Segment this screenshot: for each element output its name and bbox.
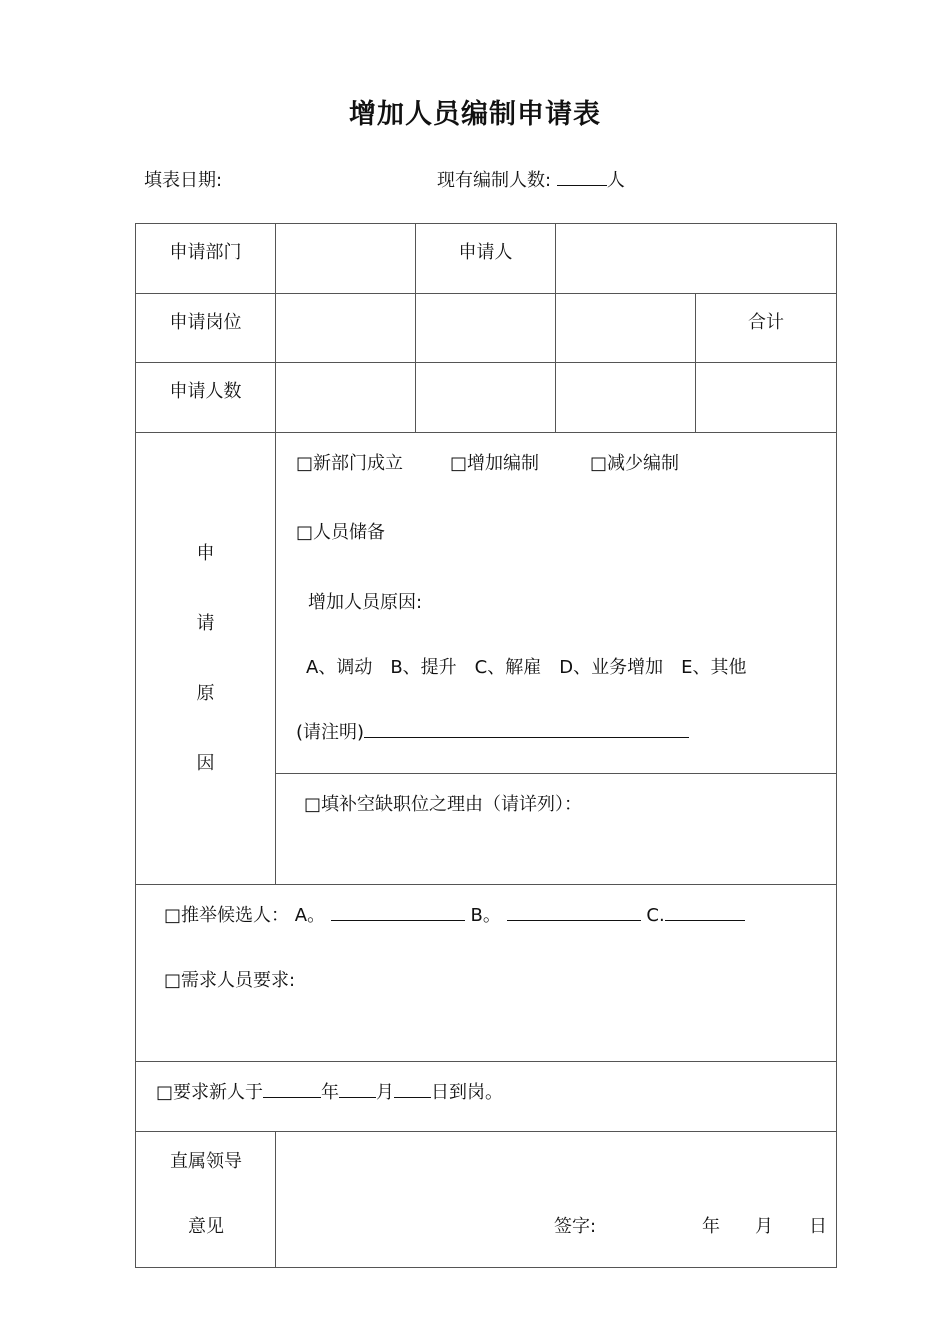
- option-decrease[interactable]: □减少编制: [590, 453, 680, 474]
- headcount-total-cell[interactable]: [696, 363, 837, 433]
- sign-month: 月: [755, 1216, 773, 1237]
- headcount-input-cell-2[interactable]: [416, 363, 556, 433]
- current-staff-label: 现有编制人数:: [437, 170, 552, 191]
- table-row: [136, 885, 837, 1062]
- reason-options-cell: [276, 433, 837, 774]
- candidate-line: [164, 901, 745, 927]
- headcount-label: 申请人数: [136, 363, 276, 433]
- applicant-label: 申请人: [416, 224, 556, 294]
- vacancy-cell[interactable]: [276, 774, 837, 885]
- vacancy-label: □填补空缺职位之理由（请详列）：: [304, 794, 583, 815]
- arrival-suffix: 日到岗。: [431, 1082, 504, 1103]
- table-row: [136, 294, 837, 363]
- option-reserve[interactable]: □人员储备: [296, 522, 386, 543]
- arrival-cell: [136, 1062, 837, 1132]
- candidate-c-label: C.: [646, 905, 665, 926]
- table-row: [136, 1132, 837, 1268]
- candidate-c-blank[interactable]: [665, 904, 745, 921]
- table-row: [136, 363, 837, 433]
- leader-label-cell: [136, 1132, 276, 1268]
- dept-label: 申请部门: [136, 224, 276, 294]
- candidate-a-label: A。: [294, 905, 326, 926]
- headcount-input-cell-3[interactable]: [556, 363, 696, 433]
- note-field: [296, 718, 689, 744]
- table-row: [136, 433, 837, 774]
- current-staff-field: [437, 166, 625, 192]
- leader-opinion-cell[interactable]: [276, 1132, 837, 1268]
- requirement-label[interactable]: □需求人员要求:: [164, 970, 296, 991]
- leader-label-2: 意见: [188, 1216, 224, 1237]
- note-label: (请注明): [296, 722, 365, 743]
- increase-reason-label: 增加人员原因:: [308, 592, 423, 613]
- arrival-line: [156, 1078, 503, 1104]
- arrival-month-label: 月: [376, 1082, 395, 1103]
- sign-label: 签字:: [554, 1216, 597, 1237]
- fill-date-label: 填表日期:: [144, 170, 223, 191]
- note-blank[interactable]: [364, 721, 689, 738]
- total-label: 合计: [696, 294, 837, 363]
- option-new-dept[interactable]: □新部门成立: [296, 453, 404, 474]
- arrival-year-blank[interactable]: [263, 1081, 321, 1098]
- candidate-cell: [136, 885, 837, 1062]
- position-input-cell-3[interactable]: [556, 294, 696, 363]
- reason-label: [136, 433, 276, 885]
- option-increase[interactable]: □增加编制: [450, 453, 540, 474]
- candidate-b-label: B。: [470, 905, 501, 926]
- position-input-cell-2[interactable]: [416, 294, 556, 363]
- reason-char: 原: [196, 682, 215, 704]
- table-row: [136, 224, 837, 294]
- dept-input-cell[interactable]: [276, 224, 416, 294]
- arrival-month-blank[interactable]: [339, 1081, 376, 1098]
- arrival-year-label: 年: [321, 1082, 340, 1103]
- position-input-cell-1[interactable]: [276, 294, 416, 363]
- sign-day: 日: [809, 1216, 827, 1237]
- current-staff-unit: 人: [606, 170, 625, 191]
- candidate-label: □推举候选人：: [164, 905, 290, 926]
- leader-label-1: 直属领导: [170, 1151, 242, 1172]
- increase-reason-choices: A、调动 B、提升 C、解雇 D、业务增加 E、其他: [306, 657, 747, 678]
- arrival-day-blank[interactable]: [394, 1081, 431, 1098]
- current-staff-blank[interactable]: [557, 167, 607, 186]
- arrival-prefix: □要求新人于: [156, 1082, 264, 1103]
- applicant-input-cell[interactable]: [556, 224, 837, 294]
- headcount-input-cell-1[interactable]: [276, 363, 416, 433]
- form-title: 增加人员编制申请表: [349, 99, 601, 130]
- reason-char: 请: [196, 612, 215, 634]
- sign-year: 年: [702, 1216, 720, 1237]
- table-row: [136, 1062, 837, 1132]
- position-label: 申请岗位: [136, 294, 276, 363]
- candidate-a-blank[interactable]: [331, 904, 465, 921]
- candidate-b-blank[interactable]: [507, 904, 641, 921]
- reason-char: 申: [196, 542, 215, 564]
- application-table: [135, 223, 837, 1268]
- reason-char: 因: [196, 752, 215, 774]
